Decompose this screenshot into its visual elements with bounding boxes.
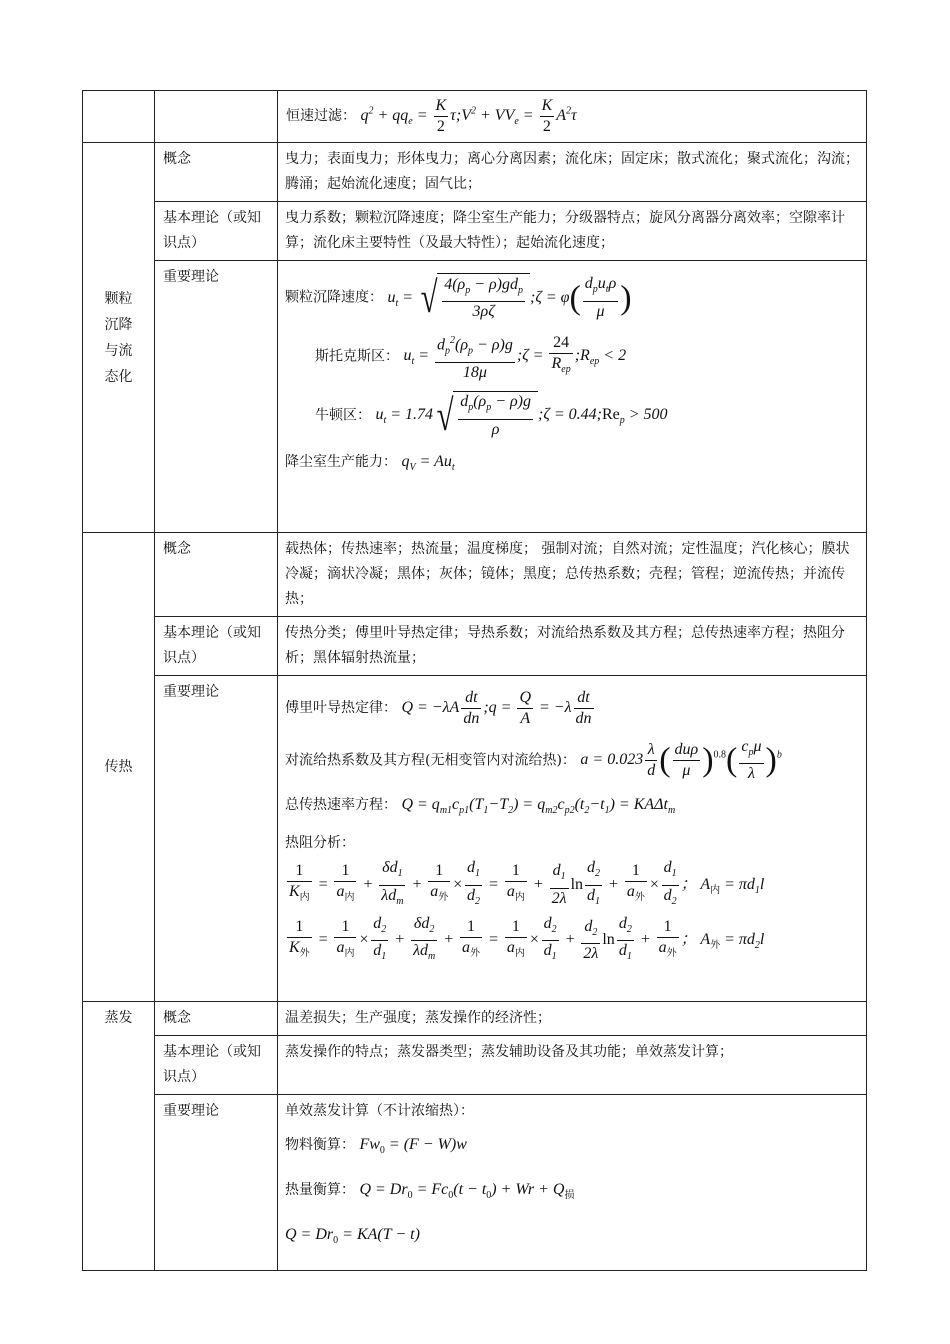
s2-basic-text: 传热分类；傅里叶导热定律；导热系数；对流给热系数及其方程；总传热速率方程；热阻分析；黑体辐射热流量；: [278, 617, 867, 676]
s3-basic-text: 蒸发操作的特点；蒸发器类型；蒸发辅助设备及其功能；单效蒸发计算；: [278, 1036, 867, 1095]
s2-basic-label: 基本理论（或知识点）: [155, 617, 278, 676]
convection-formula: a = 0.023 $\frac{\lambda}{d}$ ( duρ μ )$^{0.8}$( $c_p\mu$ λ )$^b$: [580, 738, 782, 783]
s1-concept-row: [83, 143, 867, 202]
s2-formulas: 傅里叶导热定律： Q = −λA $\frac{dt}{dn}$ ;q = $\frac{Q}{A}$ = −λ $\frac{dt}{dn}$ 对流给热系数及其方程(无相变管内对流给热)： a = 0.023 $\frac{\lambda}{d}$ ( duρ μ )$^{0.8}$( $c_p\mu$ λ )$^b$ 总传热速率方程： $Q = q_{m1}c_{p1}(T_1-T_2) = q_{m2}c_{p2}(t_2-t_1) = KA\Delta t_m$ 热阻分析： 1 $K_内$ = 1 $a_内$ + $\delta d_1$ $\lambda d_m$ + 1 $a_外$ × $\frac{d_1}{d_2}$ = 1 $a_内$ + $\frac{d_1}{2\lambda}$ ln $\frac{d_2}{d_1}$ + 1 $a_外$ × $\frac{d_1}{d_2}$ ； $A_内 = \pi d_1l$ 1 $K_外$ = 1 $a_内$ × $\frac{d_2}{d_1}$ + $\delta d_2$ $\lambda d_m$ + 1 $a_外$ = 1 $a_内$ × $\frac{d_2}{d_1}$ + $\frac{d_2}{2\lambda}$ ln $\frac{d_2}{d_1}$ + 1 $a_外$ ； $A_外 = \pi d_2l$: [278, 676, 867, 1002]
s3-concept-label: 概念: [155, 1002, 278, 1036]
s2-concept-text: 载热体；传热速率；热流量；温度梯度； 强制对流；自然对流；定性温度；汽化核心；膜状冷凝；滴状冷凝；黑体；灰体；镜体；黑度；总传热系数；壳程；管程；逆流传热；并流传热；: [278, 533, 867, 617]
s1-basic-row: [83, 202, 867, 261]
heat-transfer-evap-formula: $Q = Dr_0 = KA(T - t)$: [285, 1226, 420, 1247]
s2-important-label: 重要理论: [155, 676, 278, 1002]
s3-important-row: [83, 1095, 867, 1271]
s3-basic-row: [83, 1036, 867, 1095]
section-title-sedimentation: 颗粒沉降与流态化: [83, 143, 155, 533]
stokes-formula: $u_t$ = $\frac{d_p^2(\rho_p - \rho)g}{18\mu}$ ;ζ = 24 $R_{ep}$ $;R_{ep} < 2$: [403, 347, 626, 364]
heat-balance-formula: $Q = Dr_0 = Fc_0(t - t_0) + Wr + Q_损$: [359, 1181, 575, 1202]
filtration-formula: $q^2 + qq_e$ = $\frac{K}{2}$ $\tau;V^2 + VV_e$ = $\frac{K}{2}$ $A^2\tau$: [360, 97, 577, 135]
s2-basic-row: [83, 617, 867, 676]
resistance-inner-formula: 1 $K_内$ = 1 $a_内$ + $\delta d_1$ $\lambda d_m$ + 1 $a_外$ × $\frac{d_1}{d_2}$ = 1 $a_内$ + $\frac{d_1}{2\lambda}$ ln $\frac{d_2}{d_1}$ + 1 $a_外$ × $\frac{d_1}{d_2}$ ； $A_内 = \pi d_1l$: [289, 859, 765, 907]
settling-velocity-formula: $u_t$ = √ $4(\rho_p - \rho)gd_p$ 3ρζ ;ζ = φ( $d_pu_t\rho$ μ ): [387, 273, 632, 322]
s3-important-label: 重要理论: [155, 1095, 278, 1271]
s1-important-row: [83, 261, 867, 533]
s2-important-row: [83, 676, 867, 1002]
s1-basic-label: 基本理论（或知识点）: [155, 202, 278, 261]
s2-concept-label: 概念: [155, 533, 278, 617]
row-constant-rate-filtration: [83, 91, 867, 143]
s2-concept-row: [83, 533, 867, 617]
section-title-evaporation: 蒸发: [83, 1002, 155, 1271]
s1-formulas: 颗粒沉降速度： $u_t$ = √ $4(\rho_p - \rho)gd_p$ 3ρζ ;ζ = φ( $d_pu_t\rho$ μ ) 斯托克斯区： $u_t$ = $\frac{d_p^2(\rho_p - \rho)g}{18\mu}$ ;ζ = 24 $R_{ep}$ $;R_{ep} < 2$ 牛顿区： $u_t = 1.74$ √ $d_p(\rho_p - \rho)g$ ρ ;ζ = $0.44;Re_p > 500$ 降尘室生产能力： $q_V = Au_t$: [278, 261, 867, 533]
resistance-outer-formula: 1 $K_外$ = 1 $a_内$ × $\frac{d_2}{d_1}$ + $\delta d_2$ $\lambda d_m$ + 1 $a_外$ = 1 $a_内$ × $\frac{d_2}{d_1}$ + $\frac{d_2}{2\lambda}$ ln $\frac{d_2}{d_1}$ + 1 $a_外$ ； $A_外 = \pi d_2l$: [289, 914, 765, 963]
settling-chamber-formula: $q_V = Au_t$: [401, 452, 455, 473]
newton-formula: $u_t = 1.74$ √ $d_p(\rho_p - \rho)g$ ρ ;ζ = $0.44;Re_p > 500$: [375, 390, 668, 440]
overall-rate-formula: $Q = q_{m1}c_{p1}(T_1-T_2) = q_{m2}c_{p2}(t_2-t_1) = KA\Delta t_m$: [401, 796, 676, 817]
s1-concept-label: 概念: [155, 143, 278, 202]
s1-important-label: 重要理论: [155, 261, 278, 533]
s1-concept-text: 曳力；表面曳力；形体曳力；离心分离因素；流化床；固定床；散式流化；聚式流化；沟流；腾涌；起始流化速度；固气比；: [278, 143, 867, 202]
filtration-cell: 恒速过滤： $q^2 + qq_e$ = $\frac{K}{2}$ $\tau;V^2 + VV_e$ = $\frac{K}{2}$ $A^2\tau$: [278, 91, 867, 143]
s3-basic-label: 基本理论（或知识点）: [155, 1036, 278, 1095]
fourier-formula: Q = −λA $\frac{dt}{dn}$ ;q = $\frac{Q}{A}$ = −λ $\frac{dt}{dn}$: [401, 689, 592, 727]
section-title-heat-transfer: 传热: [83, 533, 155, 1002]
theory-table: [82, 90, 867, 1271]
s3-concept-row: [83, 1002, 867, 1036]
s3-concept-text: 温差损失；生产强度；蒸发操作的经济性；: [278, 1002, 867, 1036]
s3-formulas: 单效蒸发计算（不计浓缩热）： 物料衡算： $Fw_0 = (F - W)w$ 热量衡算： $Q = Dr_0 = Fc_0(t - t_0) + Wr + Q_损$ $Q = Dr_0 = KA(T - t)$: [278, 1095, 867, 1271]
s1-basic-text: 曳力系数；颗粒沉降速度；降尘室生产能力；分级器特点；旋风分离器分离效率；空隙率计算；流化床主要特性（及最大特性）；起始流化速度；: [278, 202, 867, 261]
mass-balance-formula: $Fw_0 = (F - W)w$: [359, 1136, 467, 1157]
